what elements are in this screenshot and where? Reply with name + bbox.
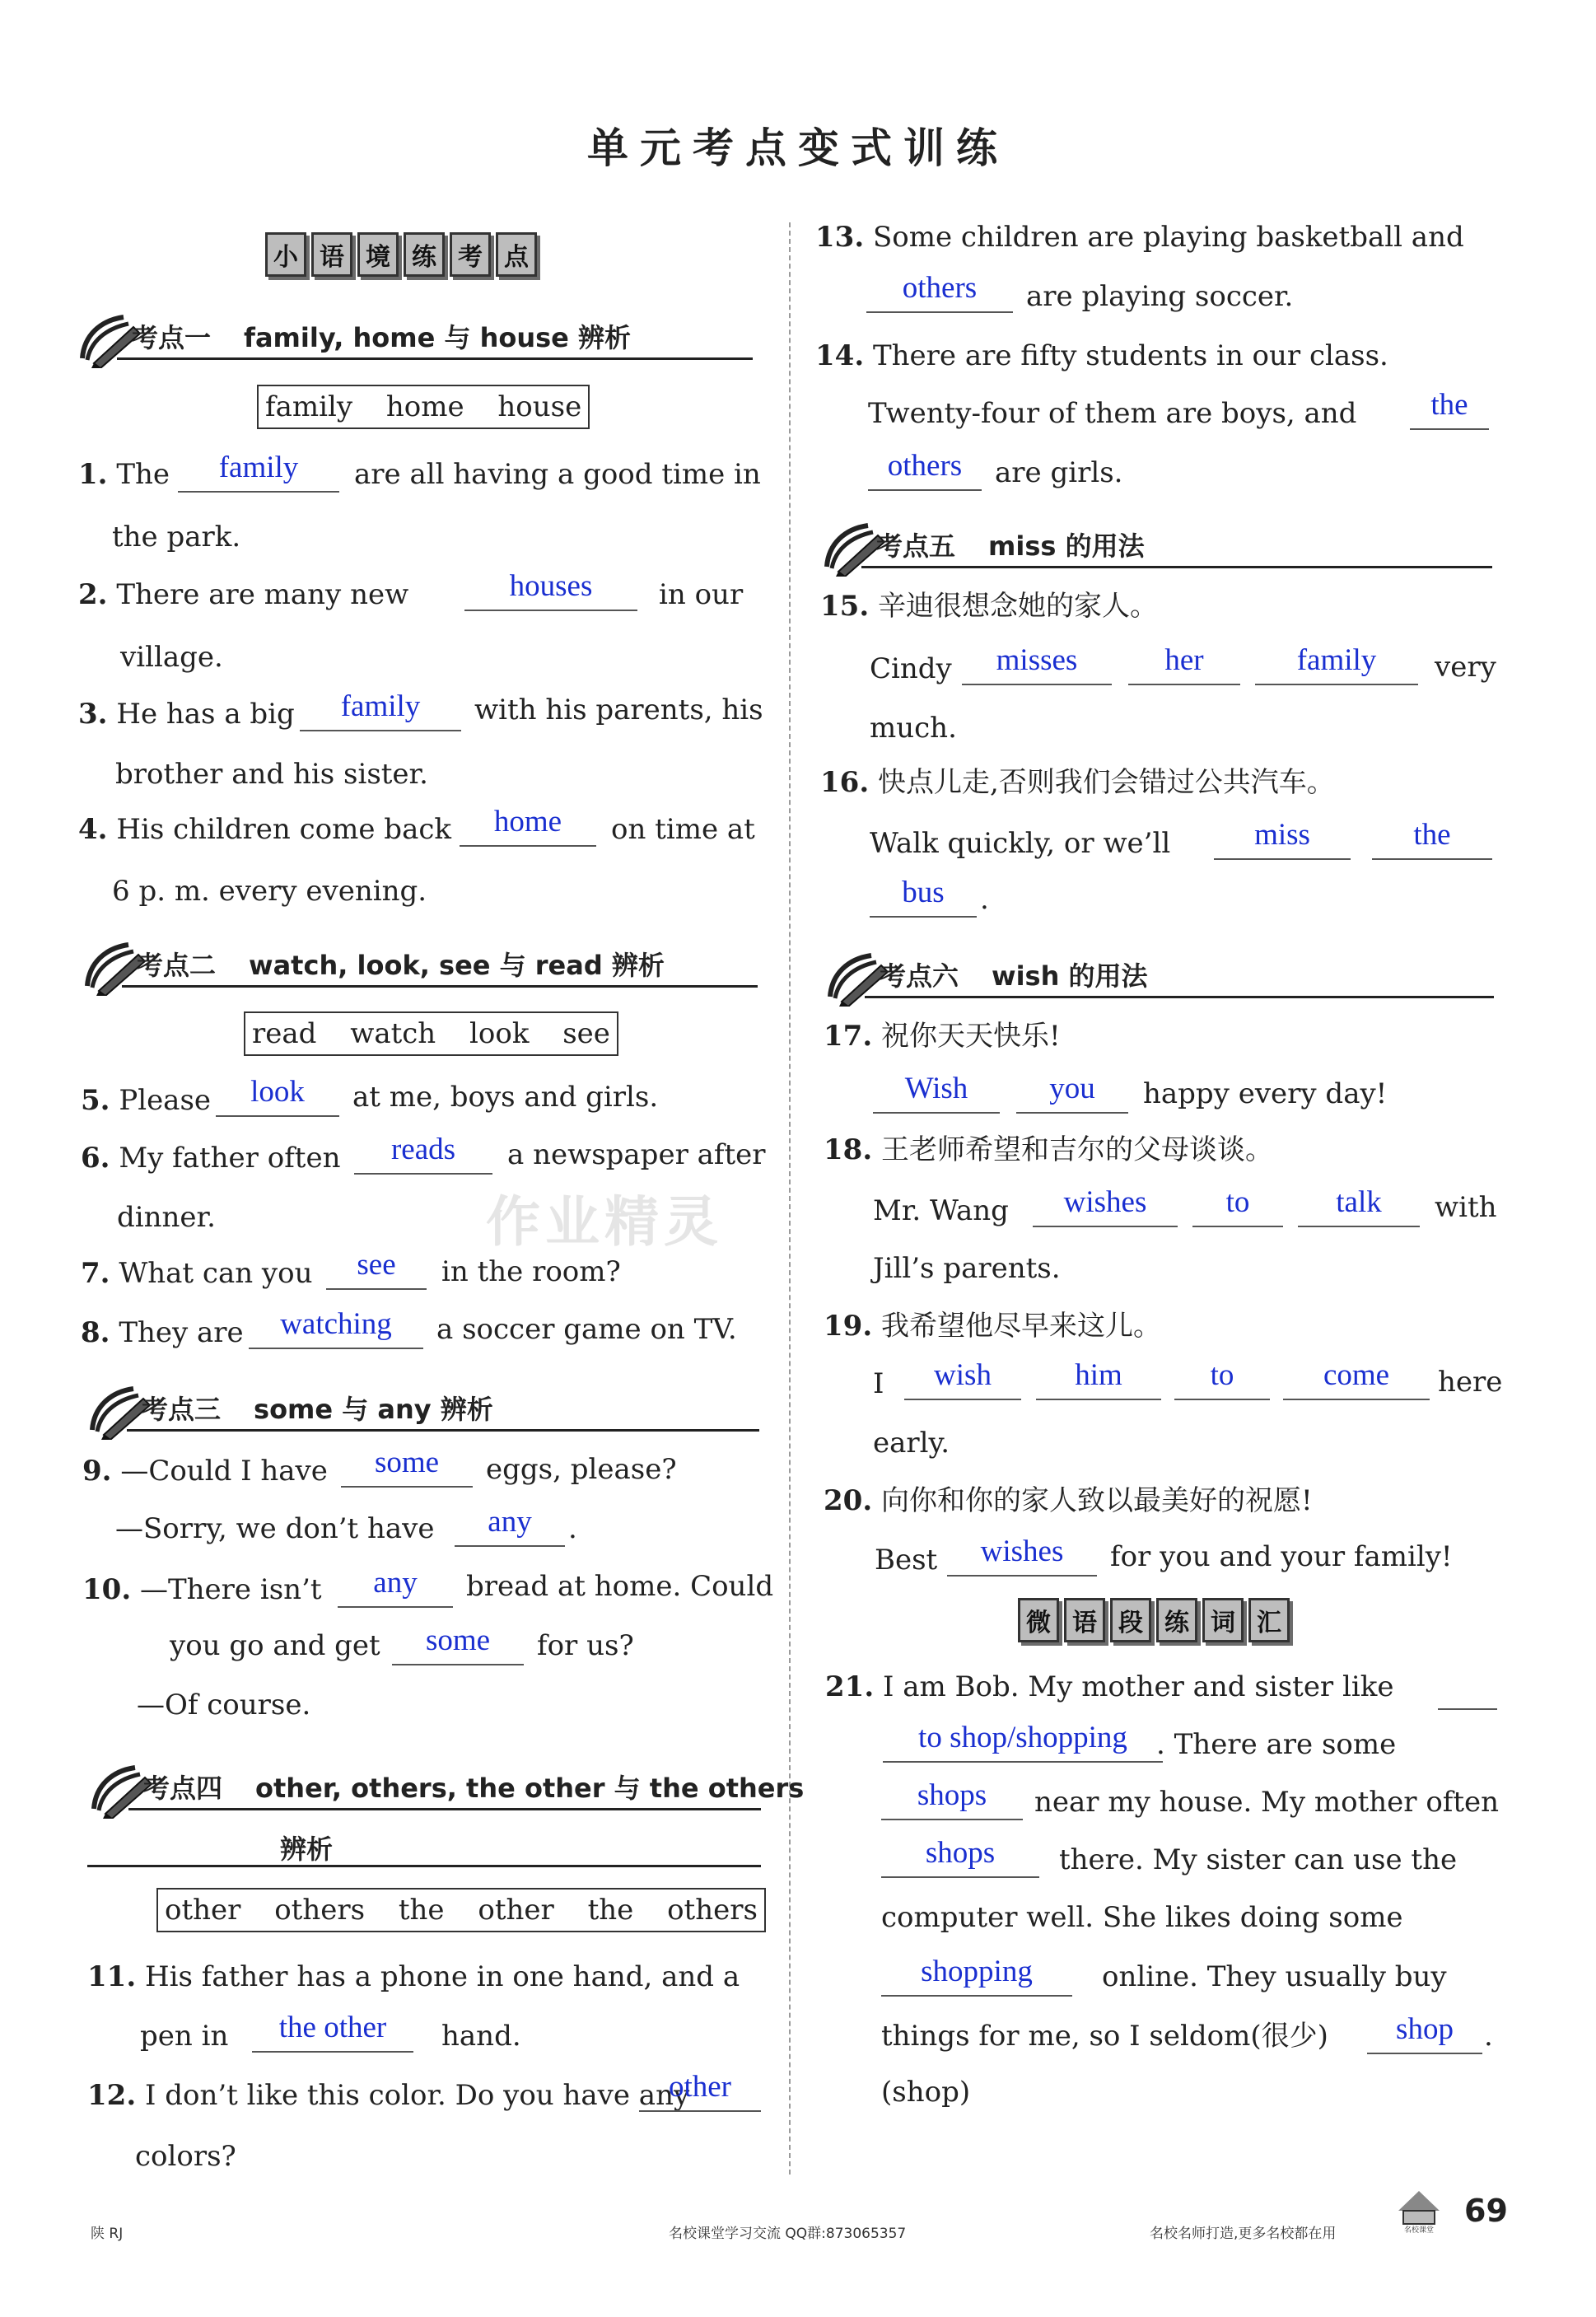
question-text: computer well. She likes doing some [881, 1901, 1403, 1934]
section-title-continued: 辨析 [280, 1834, 334, 1865]
answer-blank[interactable]: family [300, 689, 461, 731]
question-text: near my house. My mother often [1034, 1786, 1500, 1819]
answer-blank[interactable]: shop [1367, 2011, 1482, 2054]
question-text: —Sorry, we don’t have [115, 1512, 435, 1545]
question-text: village. [120, 641, 223, 674]
section-underline [87, 1865, 761, 1867]
question-text: the park. [112, 521, 241, 554]
section-label: 考点一 [132, 322, 212, 353]
answer-blank[interactable]: talk [1298, 1184, 1420, 1227]
question-text: are girls. [995, 456, 1123, 489]
word-box: other others the other the others [156, 1888, 766, 1932]
section-label: 考点四 [143, 1773, 223, 1804]
word-box: family home house [257, 385, 590, 429]
column-divider [789, 222, 791, 2175]
section-title: miss 的用法 [988, 530, 1145, 562]
section-label: 考点二 [137, 950, 217, 981]
question-text: Jill’s parents. [873, 1252, 1061, 1285]
footer-center: 名校课堂学习交流 QQ群:873065357 [669, 2226, 907, 2242]
answer-blank[interactable]: some [392, 1623, 524, 1665]
publisher-logo [1393, 2186, 1444, 2234]
question-text: a newspaper after [507, 1138, 766, 1171]
question-text: happy every day! [1143, 1077, 1388, 1110]
question-3: 3. He has a big [78, 698, 295, 731]
page-number: 69 [1464, 2193, 1508, 2229]
question-4: 4. His children come back [78, 813, 451, 846]
answer-blank[interactable]: houses [464, 568, 637, 611]
answer-blank[interactable]: bus [870, 875, 977, 918]
section-title: some 与 any 辨析 [254, 1394, 493, 1425]
question-18: 18. 王老师希望和吉尔的父母谈谈。 [824, 1133, 1273, 1166]
question-text: for you and your family! [1110, 1540, 1453, 1573]
question-19: 19. 我希望他尽早来这儿。 [824, 1310, 1161, 1343]
answer-blank[interactable]: any [455, 1504, 565, 1547]
question-text: —Of course. [137, 1689, 311, 1721]
question-text: Mr. Wang [873, 1194, 1009, 1227]
question-text: brother and his sister. [115, 758, 428, 791]
answer-blank[interactable]: shops [881, 1835, 1039, 1878]
question-6: 6. My father often [81, 1142, 341, 1175]
badge-char: 语 [1064, 1598, 1105, 1642]
badge-char: 微 [1018, 1598, 1059, 1642]
answer-blank[interactable]: miss [1214, 817, 1351, 860]
question-text: hand. [441, 2020, 521, 2053]
question-9: 9. —Could I have [82, 1455, 328, 1488]
answer-blank[interactable]: family [178, 450, 339, 493]
section-header-3 [86, 1380, 759, 1432]
question-text: in the room? [441, 1255, 621, 1288]
section-badge-left [265, 232, 537, 277]
answer-blank[interactable]: misses [962, 642, 1112, 685]
answer-blank[interactable]: Wish [873, 1071, 1000, 1114]
question-text: at me, boys and girls. [352, 1081, 659, 1114]
question-13: 13. Some children are playing basketball and [815, 221, 1464, 254]
answer-blank[interactable]: come [1283, 1357, 1430, 1400]
badge-char: 汇 [1248, 1598, 1290, 1642]
answer-blank[interactable]: the [1372, 817, 1492, 860]
question-text: Best [875, 1544, 938, 1577]
answer-blank[interactable]: look [216, 1074, 339, 1117]
section-title: family, home 与 house 辨析 [244, 322, 632, 353]
badge-char: 练 [404, 232, 445, 277]
question-text: . [568, 1512, 577, 1545]
answer-blank[interactable]: her [1128, 642, 1240, 685]
question-5: 5. Please [81, 1084, 212, 1117]
question-17: 17. 祝你天天快乐! [824, 1020, 1061, 1053]
section-label: 考点三 [142, 1394, 222, 1425]
question-text: (shop) [881, 2076, 971, 2109]
answer-blank[interactable]: shopping [881, 1954, 1072, 1997]
question-text: colors? [135, 2140, 236, 2173]
answer-blank[interactable]: him [1036, 1357, 1161, 1400]
badge-char: 段 [1110, 1598, 1151, 1642]
section-badge-right [1018, 1598, 1290, 1642]
question-7: 7. What can you [81, 1257, 313, 1290]
question-21: 21. I am Bob. My mother and sister like [825, 1670, 1394, 1703]
badge-char: 境 [357, 232, 399, 277]
question-text: with his parents, his [474, 694, 763, 726]
answer-blank[interactable]: reads [354, 1132, 492, 1175]
question-text: a soccer game on TV. [436, 1313, 737, 1346]
question-text: pen in [140, 2020, 229, 2053]
question-text: with [1435, 1191, 1497, 1224]
answer-blank[interactable]: home [460, 804, 596, 847]
question-2: 2. There are many new [78, 578, 409, 611]
answer-blank[interactable]: wishes [1033, 1184, 1178, 1227]
footer-right: 名校名师打造,更多名校都在用 [1150, 2226, 1337, 2242]
question-text: much. [870, 712, 957, 745]
watermark: 作业精灵 [486, 1190, 723, 1254]
section-title: other, others, the other 与 the others [255, 1773, 805, 1804]
question-text: in our [659, 578, 744, 611]
question-14: 14. There are fifty students in our class. [815, 339, 1388, 372]
answer-blank[interactable]: shops [881, 1777, 1023, 1820]
question-text: you go and get [170, 1629, 380, 1662]
question-text: on time at [611, 813, 755, 846]
question-text: eggs, please? [486, 1453, 677, 1486]
question-text: bread at home. Could [466, 1570, 774, 1603]
question-text: I [873, 1367, 884, 1400]
section-label: 考点五 [876, 530, 956, 562]
question-text: early. [873, 1427, 950, 1460]
svg-text:名校课堂: 名校课堂 [1403, 2226, 1435, 2234]
answer-blank[interactable]: family [1255, 642, 1418, 685]
section-title: watch, look, see 与 read 辨析 [249, 950, 665, 981]
question-text: are all having a good time in [354, 458, 761, 491]
question-text: things for me, so I seldom(很少) [881, 2020, 1328, 2053]
question-text: here [1438, 1366, 1503, 1399]
question-text: there. My sister can use the [1059, 1843, 1458, 1876]
question-8: 8. They are [81, 1316, 244, 1349]
answer-blank[interactable]: the [1410, 387, 1489, 430]
badge-char: 词 [1202, 1598, 1244, 1642]
badge-char: 练 [1156, 1598, 1197, 1642]
page-title: 单元考点变式训练 [587, 124, 1009, 172]
badge-char: 语 [311, 232, 352, 277]
question-text: dinner. [117, 1201, 216, 1234]
badge-char: 考 [450, 232, 491, 277]
footer-left: 陕 RJ [91, 2226, 124, 2242]
answer-blank[interactable]: other [639, 2069, 761, 2112]
answer-blank[interactable]: see [326, 1247, 427, 1290]
question-1: 1. The [78, 458, 170, 491]
word-box: read watch look see [244, 1011, 618, 1056]
question-12: 12. I don’t like this color. Do you have any [87, 2079, 690, 2112]
question-text: . There are some [1156, 1728, 1397, 1761]
question-15: 15. 辛迪很想念她的家人。 [820, 590, 1158, 623]
section-title: wish 的用法 [992, 960, 1148, 992]
question-10: 10. —There isn’t [82, 1573, 322, 1606]
section-header-1 [76, 309, 753, 360]
answer-blank[interactable]: wishes [947, 1534, 1097, 1577]
answer-blank-lead [1438, 1708, 1497, 1710]
question-text: Walk quickly, or we’ll [870, 827, 1171, 860]
question-text: very [1435, 651, 1496, 684]
section-header-6 [824, 947, 1494, 998]
answer-blank[interactable]: wish [904, 1357, 1021, 1400]
answer-blank[interactable]: others [868, 448, 982, 491]
answer-blank[interactable]: some [341, 1445, 473, 1488]
badge-char: 小 [265, 232, 306, 277]
question-text: . [1484, 2020, 1493, 2053]
question-text: 6 p. m. every evening. [112, 875, 427, 908]
section-header-5 [820, 517, 1492, 568]
answer-blank[interactable]: to [1174, 1357, 1270, 1400]
question-text: Twenty-four of them are boys, and [868, 397, 1357, 430]
question-11: 11. His father has a phone in one hand, and a [87, 1960, 740, 1993]
answer-blank[interactable]: to shop/shopping [883, 1720, 1163, 1763]
question-text: for us? [537, 1629, 634, 1662]
answer-blank[interactable]: you [1016, 1071, 1128, 1114]
answer-blank[interactable]: watching [249, 1306, 423, 1349]
section-header-4 [87, 1759, 805, 1810]
section-label: 考点六 [880, 960, 959, 992]
question-text: . [980, 883, 989, 916]
section-header-2 [81, 937, 758, 988]
answer-blank[interactable]: the other [252, 2010, 413, 2053]
answer-blank[interactable]: others [866, 270, 1013, 313]
question-20: 20. 向你和你的家人致以最美好的祝愿! [824, 1484, 1313, 1517]
answer-blank[interactable]: any [338, 1565, 453, 1608]
answer-blank[interactable]: to [1192, 1184, 1283, 1227]
question-text: Cindy [870, 652, 952, 685]
question-16: 16. 快点儿走,否则我们会错过公共汽车。 [820, 766, 1335, 799]
question-text: online. They usually buy [1102, 1960, 1447, 1993]
question-text: are playing soccer. [1026, 280, 1294, 313]
badge-char: 点 [496, 232, 537, 277]
